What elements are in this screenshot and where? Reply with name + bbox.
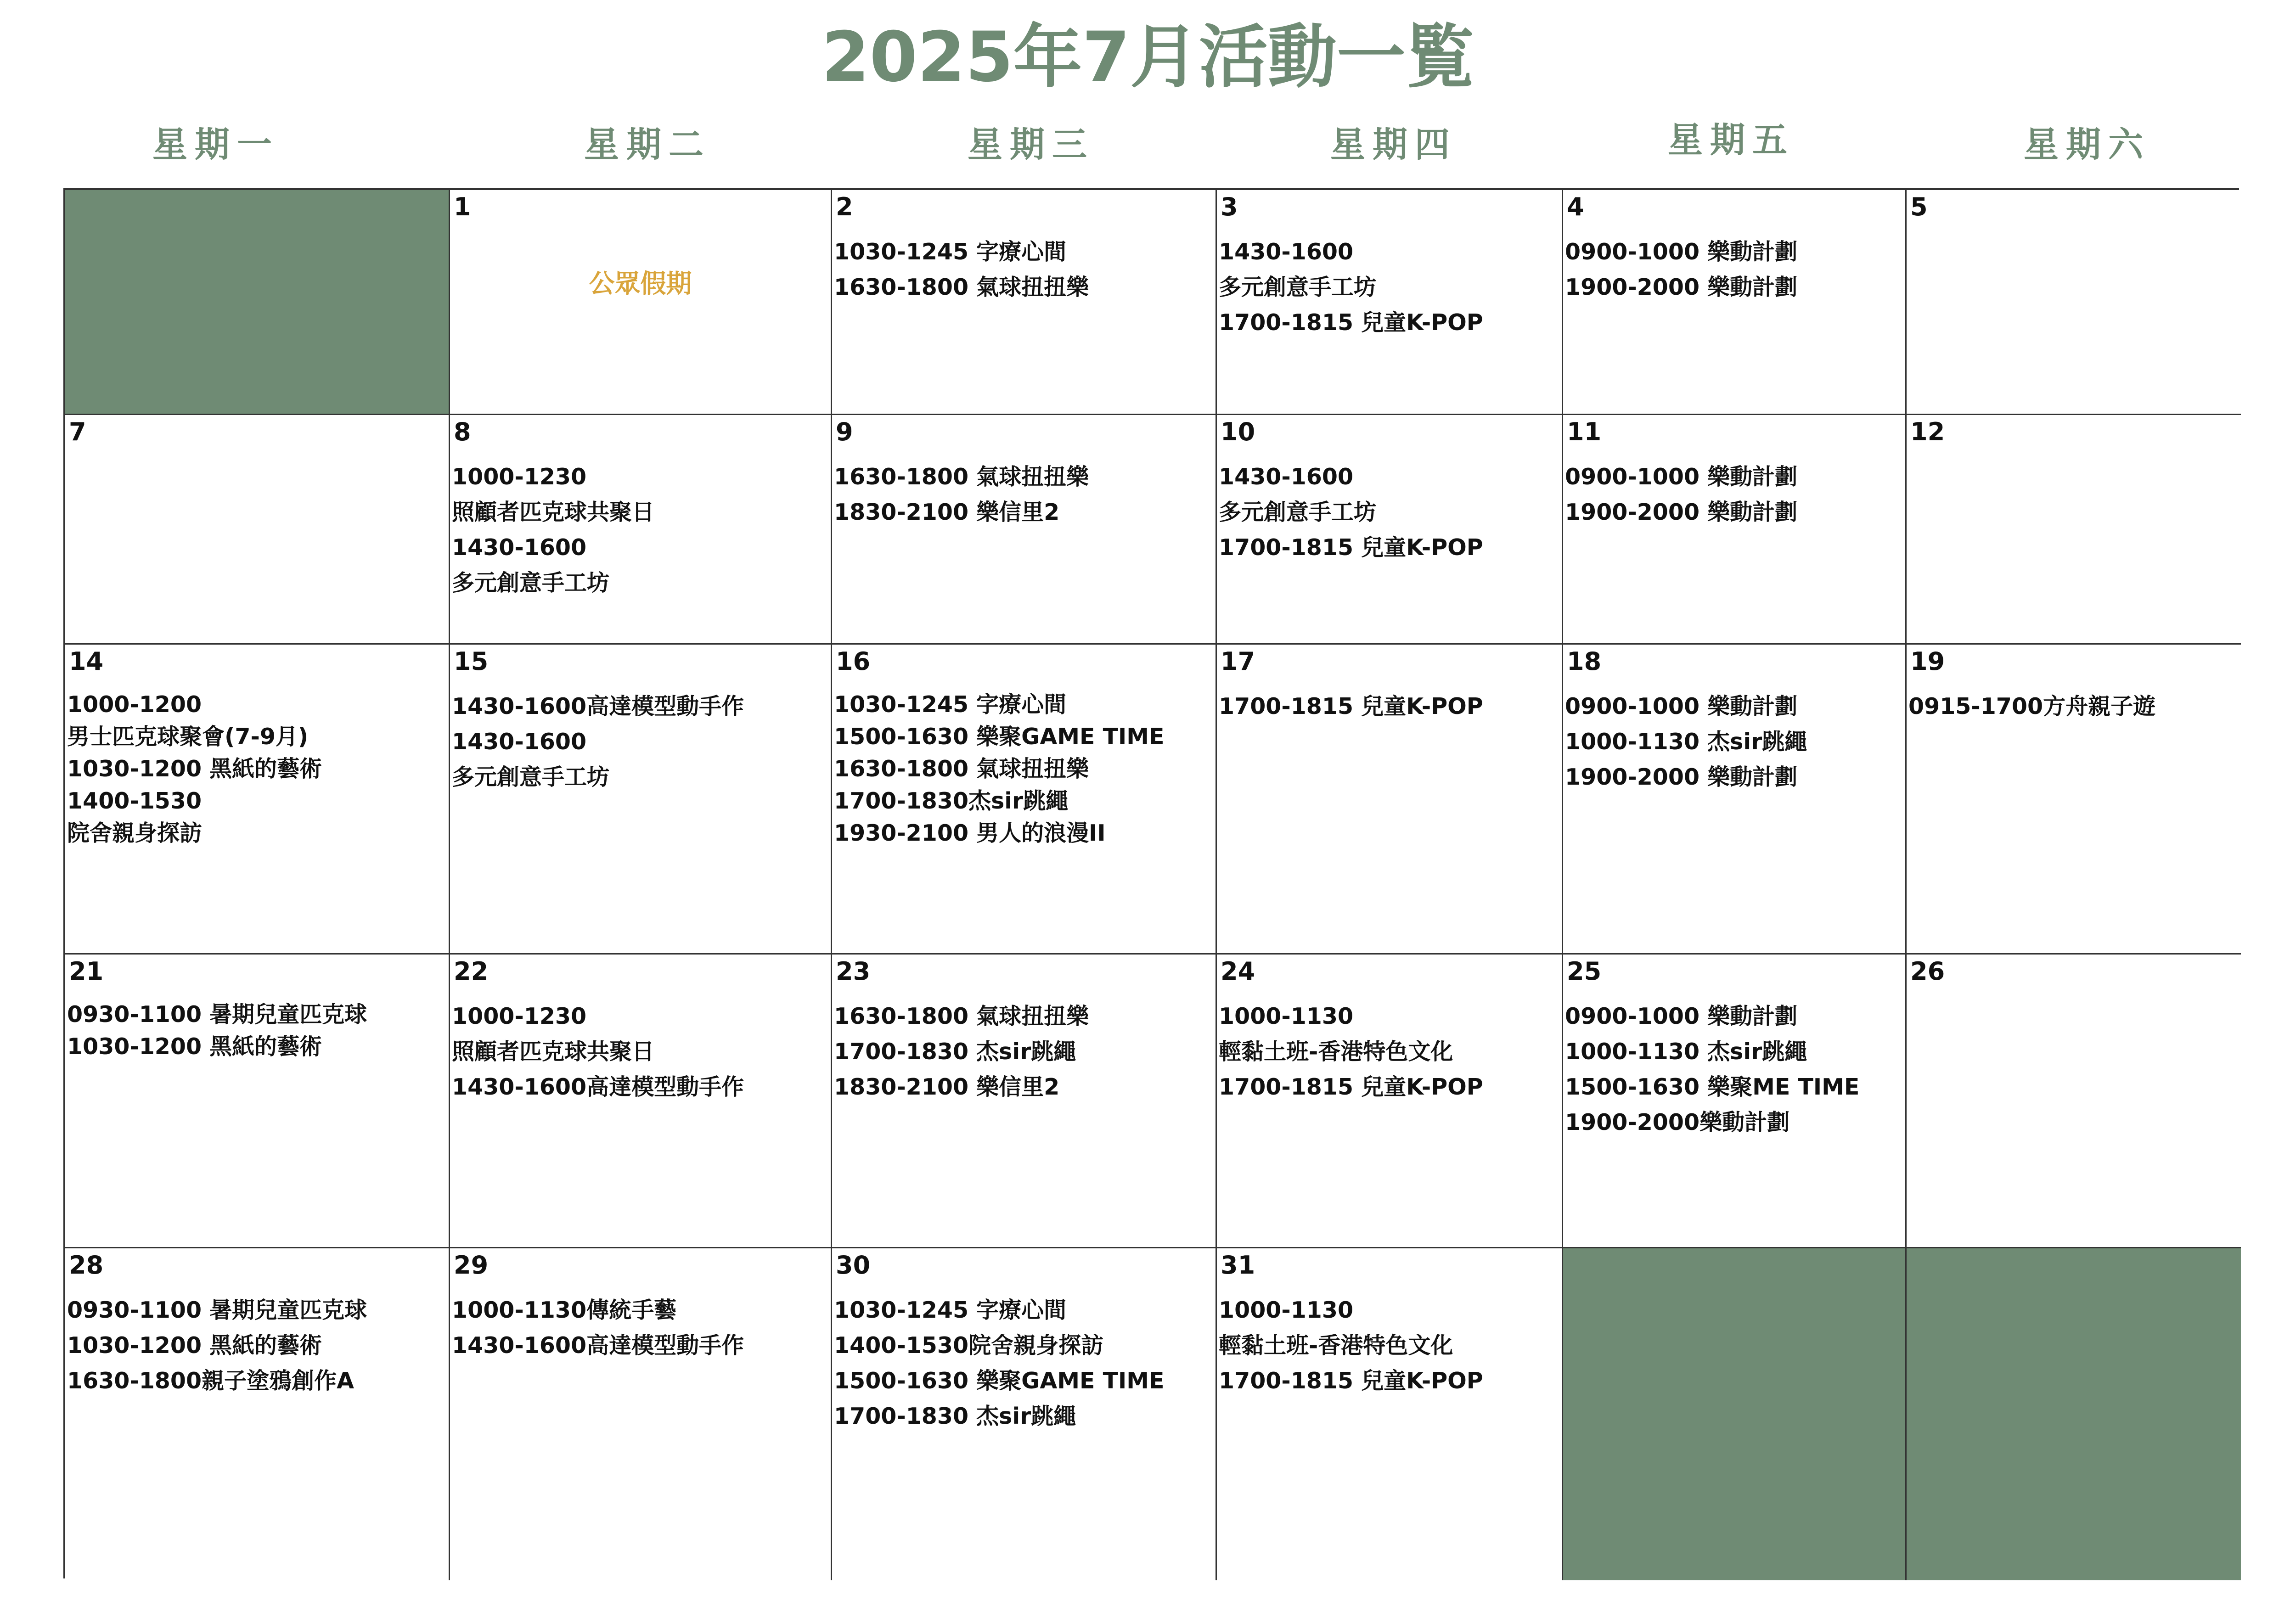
- day-cell-25: [1563, 955, 1907, 1248]
- event-item: 1030-1200 黑紙的藝術: [67, 756, 322, 782]
- day-number: 10: [1221, 417, 1255, 446]
- event-item: 1030-1245 字療心間: [834, 239, 1067, 265]
- event-item: 1830-2100 樂信里2: [834, 499, 1060, 525]
- day-cell-12: [1907, 415, 2241, 645]
- event-item: 0930-1100 暑期兒童匹克球: [67, 1297, 367, 1323]
- day-number: 15: [454, 647, 489, 676]
- event-item: 1430-1600: [1219, 464, 1354, 490]
- event-item: 1500-1630 樂聚ME TIME: [1565, 1074, 1860, 1100]
- day-cell-4: [1563, 190, 1907, 415]
- event-item: 多元創意手工坊: [1219, 499, 1377, 525]
- event-item: 1000-1130 杰sir跳繩: [1565, 1039, 1807, 1065]
- day-cell-1: [450, 190, 832, 415]
- day-cell-18: [1563, 645, 1907, 955]
- event-list: [452, 689, 828, 795]
- day-number: 21: [69, 957, 104, 986]
- event-item: 1500-1630 樂聚GAME TIME: [834, 724, 1165, 750]
- event-item: 男士匹克球聚會(7-9月): [67, 724, 309, 750]
- day-cell-17: [1217, 645, 1563, 955]
- event-item: 輕黏土班-香港特色文化: [1219, 1332, 1453, 1359]
- day-cell-30: [832, 1248, 1217, 1580]
- event-item: 1430-1600高達模型動手作: [452, 693, 744, 719]
- weekday-header-1: 星期一: [152, 124, 279, 165]
- event-item: 1430-1600高達模型動手作: [452, 1074, 744, 1100]
- event-item: 1630-1800 氣球扭扭樂: [834, 274, 1089, 300]
- day-number: 2: [836, 192, 853, 221]
- weekday-header-6: 星期六: [2024, 124, 2150, 165]
- event-list: [1565, 459, 1902, 530]
- day-number: 25: [1567, 957, 1602, 986]
- page-title: 2025年7月活動一覧: [822, 17, 1474, 97]
- weekday-header-3: 星期三: [968, 124, 1094, 165]
- event-list: [834, 234, 1213, 305]
- day-cell-28: [65, 1248, 450, 1580]
- day-number: 29: [454, 1251, 489, 1280]
- event-item: 1900-2000 樂動計劃: [1565, 499, 1798, 525]
- day-number: 1: [454, 192, 471, 221]
- day-number: 7: [69, 417, 86, 446]
- event-item: 1700-1830 杰sir跳繩: [834, 1039, 1076, 1065]
- event-item: 1700-1830杰sir跳繩: [834, 788, 1069, 814]
- event-item: 1030-1245 字療心間: [834, 691, 1067, 718]
- event-item: 1900-2000 樂動計劃: [1565, 274, 1798, 300]
- day-cell-16: [832, 645, 1217, 955]
- day-number: 18: [1567, 647, 1602, 676]
- day-cell-31: [1217, 1248, 1563, 1580]
- event-item: 1000-1130傳統手藝: [452, 1297, 677, 1323]
- event-item: 1030-1200 黑紙的藝術: [67, 1033, 322, 1060]
- day-cell-14: [65, 645, 450, 955]
- event-list: [1908, 689, 2238, 724]
- event-list: [834, 1292, 1213, 1434]
- event-item: 1900-2000樂動計劃: [1565, 1109, 1790, 1135]
- event-item: 0900-1000 樂動計劃: [1565, 239, 1798, 265]
- event-item: 1030-1200 黑紙的藝術: [67, 1332, 322, 1359]
- day-number: 5: [1910, 192, 1928, 221]
- day-cell-11: [1563, 415, 1907, 645]
- event-list: [1219, 689, 1559, 724]
- day-cell-10: [1217, 415, 1563, 645]
- day-cell-9: [832, 415, 1217, 645]
- day-cell-15: [450, 645, 832, 955]
- event-item: 1700-1830 杰sir跳繩: [834, 1403, 1076, 1429]
- event-list: [1565, 999, 1902, 1140]
- event-list: [67, 689, 446, 849]
- day-number: 24: [1221, 957, 1255, 986]
- event-item: 1000-1230: [452, 1003, 587, 1029]
- day-number: 31: [1221, 1251, 1255, 1280]
- event-item: 0900-1000 樂動計劃: [1565, 1003, 1798, 1029]
- event-item: 1430-1600: [1219, 239, 1354, 265]
- event-item: 1630-1800 氣球扭扭樂: [834, 1003, 1089, 1029]
- day-number: 17: [1221, 647, 1255, 676]
- empty-day-cell: [1563, 1248, 1907, 1580]
- day-cell-5: [1907, 190, 2241, 415]
- event-item: 1000-1130 杰sir跳繩: [1565, 729, 1807, 755]
- day-number: 3: [1221, 192, 1238, 221]
- day-number: 26: [1910, 957, 1945, 986]
- holiday-label: 公眾假期: [589, 269, 692, 299]
- day-cell-26: [1907, 955, 2241, 1248]
- event-list: [1565, 234, 1902, 305]
- event-list: [1219, 234, 1559, 340]
- event-item: 1430-1600: [452, 534, 587, 561]
- event-item: 輕黏土班-香港特色文化: [1219, 1039, 1453, 1065]
- day-number: 19: [1910, 647, 1945, 676]
- day-number: 23: [836, 957, 871, 986]
- event-item: 0900-1000 樂動計劃: [1565, 464, 1798, 490]
- day-number: 11: [1567, 417, 1602, 446]
- event-item: 1700-1815 兒童K-POP: [1219, 534, 1483, 561]
- event-item: 1000-1230: [452, 464, 587, 490]
- event-item: 1630-1800 氣球扭扭樂: [834, 756, 1089, 782]
- event-item: 1900-2000 樂動計劃: [1565, 764, 1798, 790]
- event-item: 1700-1815 兒童K-POP: [1219, 309, 1483, 336]
- empty-day-cell: [65, 190, 450, 415]
- event-item: 0900-1000 樂動計劃: [1565, 693, 1798, 719]
- day-cell-22: [450, 955, 832, 1248]
- event-list: [834, 689, 1213, 849]
- event-list: [1219, 999, 1559, 1105]
- event-item: 1630-1800 氣球扭扭樂: [834, 464, 1089, 490]
- day-cell-2: [832, 190, 1217, 415]
- weekday-header-2: 星期二: [584, 124, 711, 165]
- event-list: [1219, 459, 1559, 565]
- event-list: [1565, 689, 1902, 795]
- day-cell-8: [450, 415, 832, 645]
- day-cell-21: [65, 955, 450, 1248]
- event-list: [452, 1292, 828, 1363]
- event-list: [452, 459, 828, 601]
- day-number: 14: [69, 647, 104, 676]
- empty-day-cell: [1907, 1248, 2241, 1580]
- day-number: 4: [1567, 192, 1584, 221]
- event-item: 1000-1130: [1219, 1003, 1354, 1029]
- event-list: [1219, 1292, 1559, 1398]
- event-item: 1000-1130: [1219, 1297, 1354, 1323]
- event-list: [834, 999, 1213, 1105]
- event-item: 多元創意手工坊: [452, 570, 610, 596]
- event-item: 0915-1700方舟親子遊: [1908, 693, 2156, 719]
- day-number: 16: [836, 647, 871, 676]
- event-item: 1400-1530院舍親身探訪: [834, 1332, 1104, 1359]
- event-item: 照顧者匹克球共聚日: [452, 1039, 655, 1065]
- event-item: 1700-1815 兒童K-POP: [1219, 693, 1483, 719]
- weekday-header-5: 星期五: [1668, 119, 1795, 160]
- event-item: 1930-2100 男人的浪漫II: [834, 820, 1106, 846]
- event-item: 1830-2100 樂信里2: [834, 1074, 1060, 1100]
- event-item: 1700-1815 兒童K-POP: [1219, 1074, 1483, 1100]
- day-number: 9: [836, 417, 853, 446]
- event-list: [452, 999, 828, 1105]
- day-cell-23: [832, 955, 1217, 1248]
- event-list: [67, 999, 446, 1063]
- day-cell-29: [450, 1248, 832, 1580]
- day-number: 12: [1910, 417, 1945, 446]
- weekday-header-4: 星期四: [1330, 124, 1457, 165]
- event-item: 1430-1600高達模型動手作: [452, 1332, 744, 1359]
- day-cell-3: [1217, 190, 1563, 415]
- event-list: [67, 1292, 446, 1398]
- day-number: 30: [836, 1251, 871, 1280]
- event-item: 1000-1200: [67, 691, 202, 718]
- day-cell-7: [65, 415, 450, 645]
- event-item: 多元創意手工坊: [1219, 274, 1377, 300]
- event-list: [834, 459, 1213, 530]
- event-item: 1500-1630 樂聚GAME TIME: [834, 1368, 1165, 1394]
- event-item: 0930-1100 暑期兒童匹克球: [67, 1001, 367, 1028]
- event-item: 照顧者匹克球共聚日: [452, 499, 655, 525]
- event-item: 1430-1600: [452, 729, 587, 755]
- day-cell-19: [1907, 645, 2241, 955]
- event-item: 多元創意手工坊: [452, 764, 610, 790]
- calendar-grid: [63, 188, 2239, 1578]
- event-item: 1030-1245 字療心間: [834, 1297, 1067, 1323]
- event-item: 1400-1530: [67, 788, 202, 814]
- day-number: 28: [69, 1251, 104, 1280]
- event-item: 院舍親身探訪: [67, 820, 203, 846]
- day-cell-24: [1217, 955, 1563, 1248]
- event-item: 1630-1800親子塗鴉創作A: [67, 1368, 355, 1394]
- event-item: 1700-1815 兒童K-POP: [1219, 1368, 1483, 1394]
- day-number: 22: [454, 957, 489, 986]
- day-number: 8: [454, 417, 471, 446]
